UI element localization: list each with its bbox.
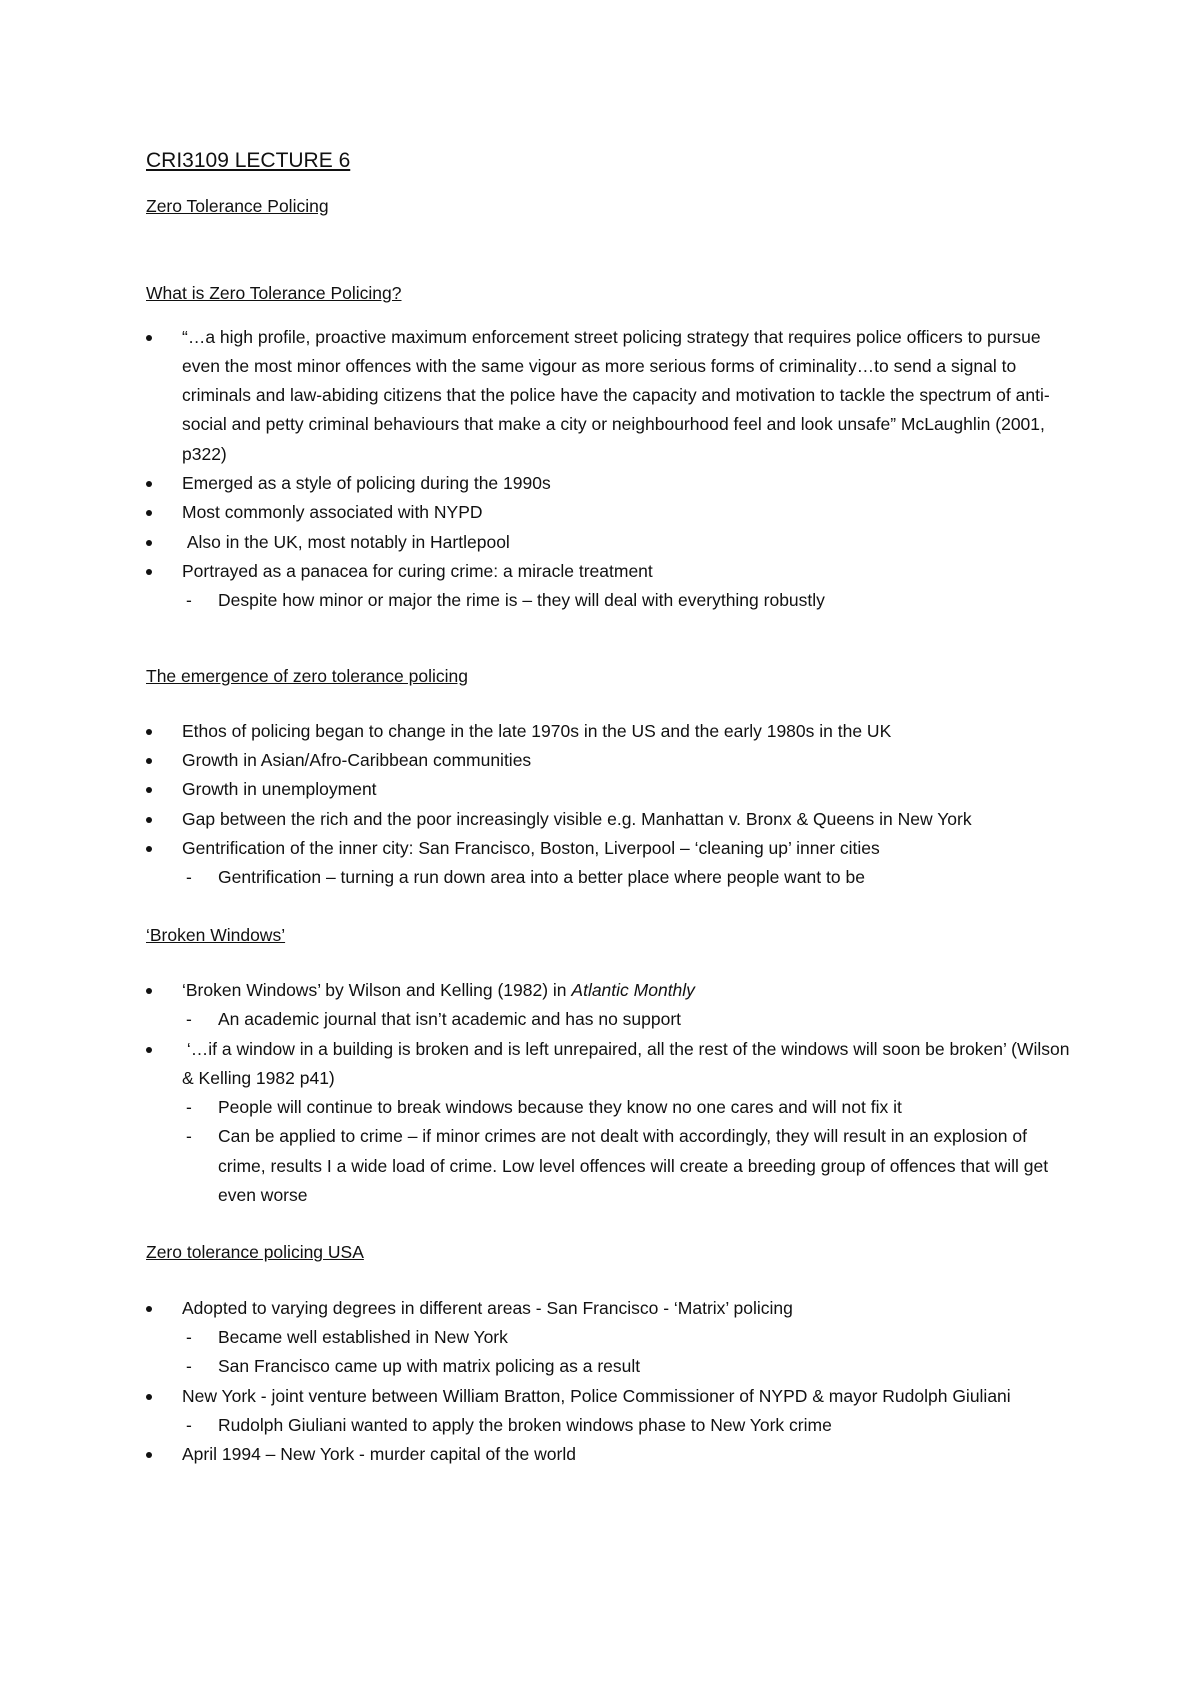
bullet-text: Portrayed as a panacea for curing crime: a miracle treatment xyxy=(182,560,653,581)
bullet-text: ‘Broken Windows’ by Wilson and Kelling (1982) in xyxy=(182,979,572,1000)
bullet-item: Most commonly associated with NYPD xyxy=(146,498,1076,527)
sub-list xyxy=(182,1005,1076,1034)
bullet-list xyxy=(146,717,1076,893)
bullet-item: Also in the UK, most notably in Hartlepool xyxy=(146,528,1076,557)
document-title: CRI3109 LECTURE 6 xyxy=(146,149,351,172)
sub-item: - Gentrification – turning a run down area into a better place where people want to be xyxy=(146,863,1076,892)
section-heading-ztp-usa: Zero tolerance policing USA xyxy=(146,1242,364,1263)
bullet-item xyxy=(146,1382,1076,1441)
bullet-item xyxy=(146,976,1076,1035)
sub-list xyxy=(182,1093,1076,1210)
bullet-text: New York - joint venture between William Bratton, Police Commissioner of NYPD & mayor Rudolph Giuliani xyxy=(182,1385,1011,1406)
bullet-item xyxy=(146,1294,1076,1382)
publication-title: Atlantic Monthly xyxy=(571,979,695,1000)
bullet-item xyxy=(146,834,1076,893)
sub-item: - Rudolph Giuliani wanted to apply the broken windows phase to New York crime xyxy=(146,1411,1076,1440)
bullet-item: Growth in Asian/Afro-Caribbean communities xyxy=(146,746,1076,775)
bullet-list xyxy=(146,323,1076,616)
bullet-item xyxy=(146,1035,1076,1211)
bullet-text: ‘…if a window in a building is broken and is left unrepaired, all the rest of the windows will soon be broken’ (Wilson & Kelling 1982 p41) xyxy=(182,1038,1075,1088)
sub-list xyxy=(182,1323,1076,1382)
sub-item: - Became well established in New York xyxy=(146,1323,1076,1352)
sub-item: - People will continue to break windows because they know no one cares and will not fix it xyxy=(146,1093,1076,1122)
sub-item: - Can be applied to crime – if minor crimes are not dealt with accordingly, they will result in an explosion of crime, results I a wide load of crime. Low level offences will create a breeding group of offences that will get even worse xyxy=(146,1122,1076,1210)
sub-list xyxy=(182,1411,1076,1440)
sub-list xyxy=(182,586,1076,615)
section-heading-what-is-ztp: What is Zero Tolerance Policing? xyxy=(146,283,402,304)
document-subtitle: Zero Tolerance Policing xyxy=(146,196,329,216)
bullet-item: Emerged as a style of policing during the 1990s xyxy=(146,469,1076,498)
document-body xyxy=(146,146,1076,1469)
sub-item: - San Francisco came up with matrix policing as a result xyxy=(146,1352,1076,1381)
bullet-text: Adopted to varying degrees in different areas - San Francisco - ‘Matrix’ policing xyxy=(182,1297,793,1318)
sub-list xyxy=(182,863,1076,892)
section-heading-emergence: The emergence of zero tolerance policing xyxy=(146,665,468,686)
bullet-list xyxy=(146,1294,1076,1470)
bullet-item: “…a high profile, proactive maximum enforcement street policing strategy that requires police officers to pursue even the most minor offences with the same vigour as more serious forms of criminality…to send a signal to criminals and law-abiding citizens that the police have the capacity and motivation to tackle the spectrum of anti-social and petty criminal behaviours that make a city or neighbourhood feel and look unsafe” McLaughlin (2001, p322) xyxy=(146,323,1076,469)
bullet-item xyxy=(146,557,1076,616)
bullet-text: Gentrification of the inner city: San Francisco, Boston, Liverpool – ‘cleaning up’ inner cities xyxy=(182,838,880,859)
bullet-list xyxy=(146,976,1076,1210)
bullet-item: Ethos of policing began to change in the late 1970s in the US and the early 1980s in the UK xyxy=(146,717,1076,746)
sub-item: - An academic journal that isn’t academic and has no support xyxy=(146,1005,1076,1034)
bullet-item: Growth in unemployment xyxy=(146,775,1076,804)
bullet-item: Gap between the rich and the poor increasingly visible e.g. Manhattan v. Bronx & Queens in New York xyxy=(146,805,1076,834)
sub-item: - Despite how minor or major the rime is – they will deal with everything robustly xyxy=(146,586,1076,615)
section-heading-broken-windows: ‘Broken Windows’ xyxy=(146,924,286,945)
bullet-item: April 1994 – New York - murder capital of the world xyxy=(146,1440,1076,1469)
